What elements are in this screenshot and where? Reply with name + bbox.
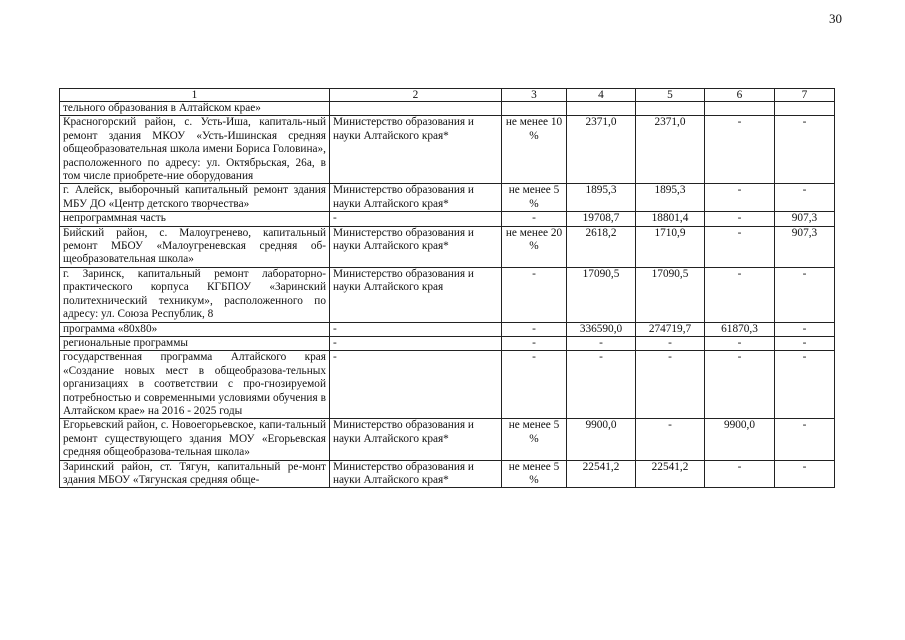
- cofinancing-cell: [502, 102, 567, 116]
- table-row: [60, 267, 835, 322]
- total-cell: 9900,0: [567, 419, 636, 460]
- header-cell-4: 4: [567, 89, 636, 102]
- description-cell: региональные программы: [60, 336, 330, 350]
- regional-budget-cell: -: [705, 226, 775, 267]
- regional-budget-cell: -: [705, 184, 775, 212]
- local-budget-cell: -: [775, 116, 835, 184]
- regional-budget-cell: -: [705, 351, 775, 419]
- header-cell-3: 3: [502, 89, 567, 102]
- description-cell: Красногорский район, с. Усть-Иша, капиталь-ный ремонт здания МКОУ «Усть-Ишинская средняя общеобразовательная школа имени Бориса Головина», расположенного по адресу: ул. Октябрьская, 26а, в том числе приобрете-ние оборудования: [60, 116, 330, 184]
- executor-cell: Министерство образования и науки Алтайского края*: [330, 419, 502, 460]
- local-budget-cell: -: [775, 351, 835, 419]
- federal-budget-cell: 2371,0: [636, 116, 705, 184]
- table-row: [60, 226, 835, 267]
- regional-budget-cell: -: [705, 267, 775, 322]
- description-cell: г. Заринск, капитальный ремонт лабораторно-практического корпуса КГБПОУ «Заринский политехнический техникум», расположенного по адресу: ул. Союза Республик, 8: [60, 267, 330, 322]
- local-budget-cell: -: [775, 184, 835, 212]
- total-cell: 1895,3: [567, 184, 636, 212]
- executor-cell: -: [330, 212, 502, 226]
- table-row: [60, 351, 835, 419]
- executor-cell: Министерство образования и науки Алтайского края*: [330, 226, 502, 267]
- table-row: [60, 116, 835, 184]
- table-row: [60, 460, 835, 488]
- description-cell: г. Алейск, выборочный капитальный ремонт здания МБУ ДО «Центр детского творчества»: [60, 184, 330, 212]
- federal-budget-cell: -: [636, 351, 705, 419]
- description-cell: тельного образования в Алтайском крае»: [60, 102, 330, 116]
- cofinancing-cell: не менее 5 %: [502, 419, 567, 460]
- executor-cell: [330, 102, 502, 116]
- total-cell: 19708,7: [567, 212, 636, 226]
- local-budget-cell: -: [775, 460, 835, 488]
- federal-budget-cell: 22541,2: [636, 460, 705, 488]
- local-budget-cell: 907,3: [775, 212, 835, 226]
- header-row: [60, 89, 835, 102]
- executor-cell: Министерство образования и науки Алтайского края*: [330, 184, 502, 212]
- regional-budget-cell: -: [705, 336, 775, 350]
- cofinancing-cell: не менее 5 %: [502, 460, 567, 488]
- federal-budget-cell: 1895,3: [636, 184, 705, 212]
- description-cell: Егорьевский район, с. Новоегорьевское, капи-тальный ремонт существующего здания МОУ «Егорьевская средняя общеобразова-тельная школа»: [60, 419, 330, 460]
- total-cell: 336590,0: [567, 322, 636, 336]
- header-cell-2: 2: [330, 89, 502, 102]
- total-cell: 22541,2: [567, 460, 636, 488]
- total-cell: 2618,2: [567, 226, 636, 267]
- description-cell: Заринский район, ст. Тягун, капитальный ре-монт здания МБОУ «Тягунская средняя обще-: [60, 460, 330, 488]
- table-row: [60, 102, 835, 116]
- description-cell: Бийский район, с. Малоугренево, капитальный ремонт МБОУ «Малоугреневская средняя об-щеобразовательная школа»: [60, 226, 330, 267]
- federal-budget-cell: 18801,4: [636, 212, 705, 226]
- header-cell-6: 6: [705, 89, 775, 102]
- table-row: [60, 184, 835, 212]
- federal-budget-cell: -: [636, 336, 705, 350]
- regional-budget-cell: [705, 102, 775, 116]
- cofinancing-cell: -: [502, 267, 567, 322]
- table-row: [60, 322, 835, 336]
- local-budget-cell: -: [775, 336, 835, 350]
- executor-cell: Министерство образования и науки Алтайского края*: [330, 460, 502, 488]
- regional-budget-cell: 9900,0: [705, 419, 775, 460]
- cofinancing-cell: не менее 20 %: [502, 226, 567, 267]
- executor-cell: Министерство образования и науки Алтайского края: [330, 267, 502, 322]
- description-cell: программа «80х80»: [60, 322, 330, 336]
- regional-budget-cell: -: [705, 116, 775, 184]
- description-cell: государственная программа Алтайского края «Создание новых мест в общеобразова-тельных организациях в соответствии с про-гнозируемой потребностью и современными условиями обучения в Алтайском крае» на 2016 - 2025 годы: [60, 351, 330, 419]
- local-budget-cell: -: [775, 419, 835, 460]
- local-budget-cell: -: [775, 267, 835, 322]
- regional-budget-cell: 61870,3: [705, 322, 775, 336]
- cofinancing-cell: -: [502, 212, 567, 226]
- cofinancing-cell: -: [502, 322, 567, 336]
- header-cell-5: 5: [636, 89, 705, 102]
- federal-budget-cell: [636, 102, 705, 116]
- page-number: 30: [829, 11, 842, 26]
- regional-budget-cell: -: [705, 460, 775, 488]
- cofinancing-cell: не менее 5 %: [502, 184, 567, 212]
- regional-budget-cell: -: [705, 212, 775, 226]
- total-cell: 2371,0: [567, 116, 636, 184]
- table-row: [60, 212, 835, 226]
- executor-cell: -: [330, 336, 502, 350]
- executor-cell: Министерство образования и науки Алтайского края*: [330, 116, 502, 184]
- federal-budget-cell: -: [636, 419, 705, 460]
- table-row: [60, 419, 835, 460]
- header-cell-1: 1: [60, 89, 330, 102]
- federal-budget-cell: 1710,9: [636, 226, 705, 267]
- local-budget-cell: 907,3: [775, 226, 835, 267]
- executor-cell: -: [330, 351, 502, 419]
- total-cell: 17090,5: [567, 267, 636, 322]
- federal-budget-cell: 17090,5: [636, 267, 705, 322]
- description-cell: непрограммная часть: [60, 212, 330, 226]
- total-cell: -: [567, 351, 636, 419]
- total-cell: -: [567, 336, 636, 350]
- executor-cell: -: [330, 322, 502, 336]
- total-cell: [567, 102, 636, 116]
- federal-budget-cell: 274719,7: [636, 322, 705, 336]
- header-cell-7: 7: [775, 89, 835, 102]
- cofinancing-cell: -: [502, 351, 567, 419]
- local-budget-cell: -: [775, 322, 835, 336]
- cofinancing-cell: -: [502, 336, 567, 350]
- cofinancing-cell: не менее 10 %: [502, 116, 567, 184]
- local-budget-cell: [775, 102, 835, 116]
- table-row: [60, 336, 835, 350]
- program-table: [59, 88, 835, 488]
